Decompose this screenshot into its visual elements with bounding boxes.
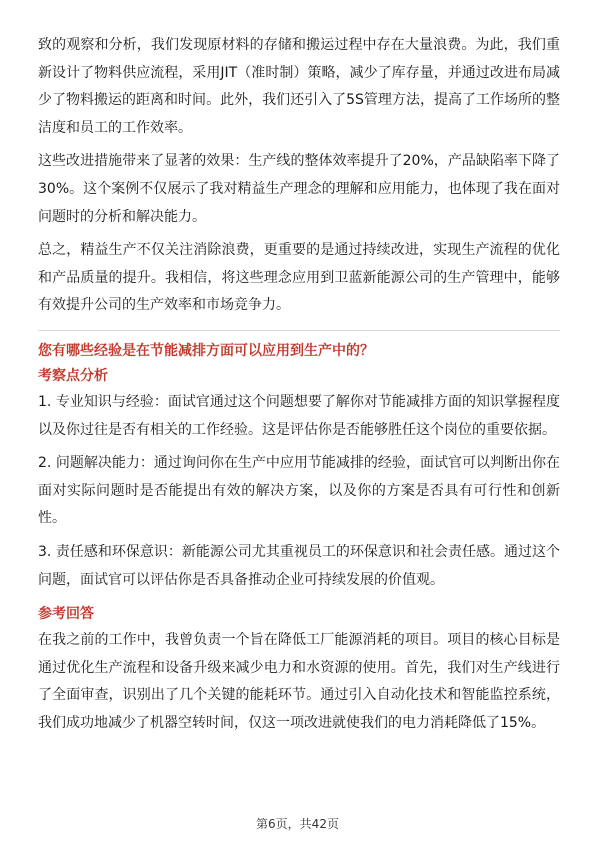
answer-paragraph: 在我之前的工作中，我曾负责一个旨在降低工厂能源消耗的项目。项目的核心目标是通过优化生产流程和设备升级来减少电力和水资源的使用。首先，我们对生产线进行了全面审查，识别出了几个关键的能耗环节。通过引入自动化技术和智能监控系统，我们成功地减少了机器空转时间，仅这一项改进就使我们的电力消耗降低了15%。	[38, 632, 560, 731]
page-number: 第6页，共42页	[256, 817, 339, 831]
question-heading: 您有哪些经验是在节能减排方面可以应用到生产中的？	[38, 342, 374, 359]
body-paragraph: 致的观察和分析，我们发现原材料的存储和搬运过程中存在大量浪费。为此，我们重新设计了物料供应流程，采用JIT（准时制）策略，减少了库存量，并通过改进布局减少了物料搬运的距离和时间。此外，我们还引入了5S管理方法，提高了工作场所的整洁度和员工的工作效率。	[38, 37, 560, 136]
analysis-item: 2. 问题解决能力：通过询问你在生产中应用节能减排的经验，面试官可以判断出你在面对实际问题时是否能提出有效的解决方案，以及你的方案是否具有可行性和创新性。	[38, 455, 560, 527]
body-paragraph: 这些改进措施带来了显著的效果：生产线的整体效率提升了20%，产品缺陷率下降了30%。这个案例不仅展示了我对精益生产理念的理解和应用能力，也体现了我在面对问题时的分析和解决能力。	[38, 153, 560, 225]
answer-heading: 参考回答	[38, 606, 94, 623]
analysis-heading: 考察点分析	[38, 367, 108, 384]
analysis-item: 3. 责任感和环保意识：新能源公司尤其重视员工的环保意识和社会责任感。通过这个问题，面试官可以评估你是否具备推动企业可持续发展的价值观。	[38, 543, 560, 588]
analysis-item: 1. 专业知识与经验：面试官通过这个问题想要了解你对节能减排方面的知识掌握程度以及你过往是否有相关的工作经验。这是评估你是否能够胜任这个岗位的重要依据。	[38, 393, 560, 438]
body-paragraph: 总之，精益生产不仅关注消除浪费，更重要的是通过持续改进，实现生产流程的优化和产品质量的提升。我相信，将这些理念应用到卫蓝新能源公司的生产管理中，能够有效提升公司的生产效率和市场竞争力。	[38, 242, 560, 314]
document-page	[38, 32, 560, 743]
section-divider	[38, 330, 560, 331]
